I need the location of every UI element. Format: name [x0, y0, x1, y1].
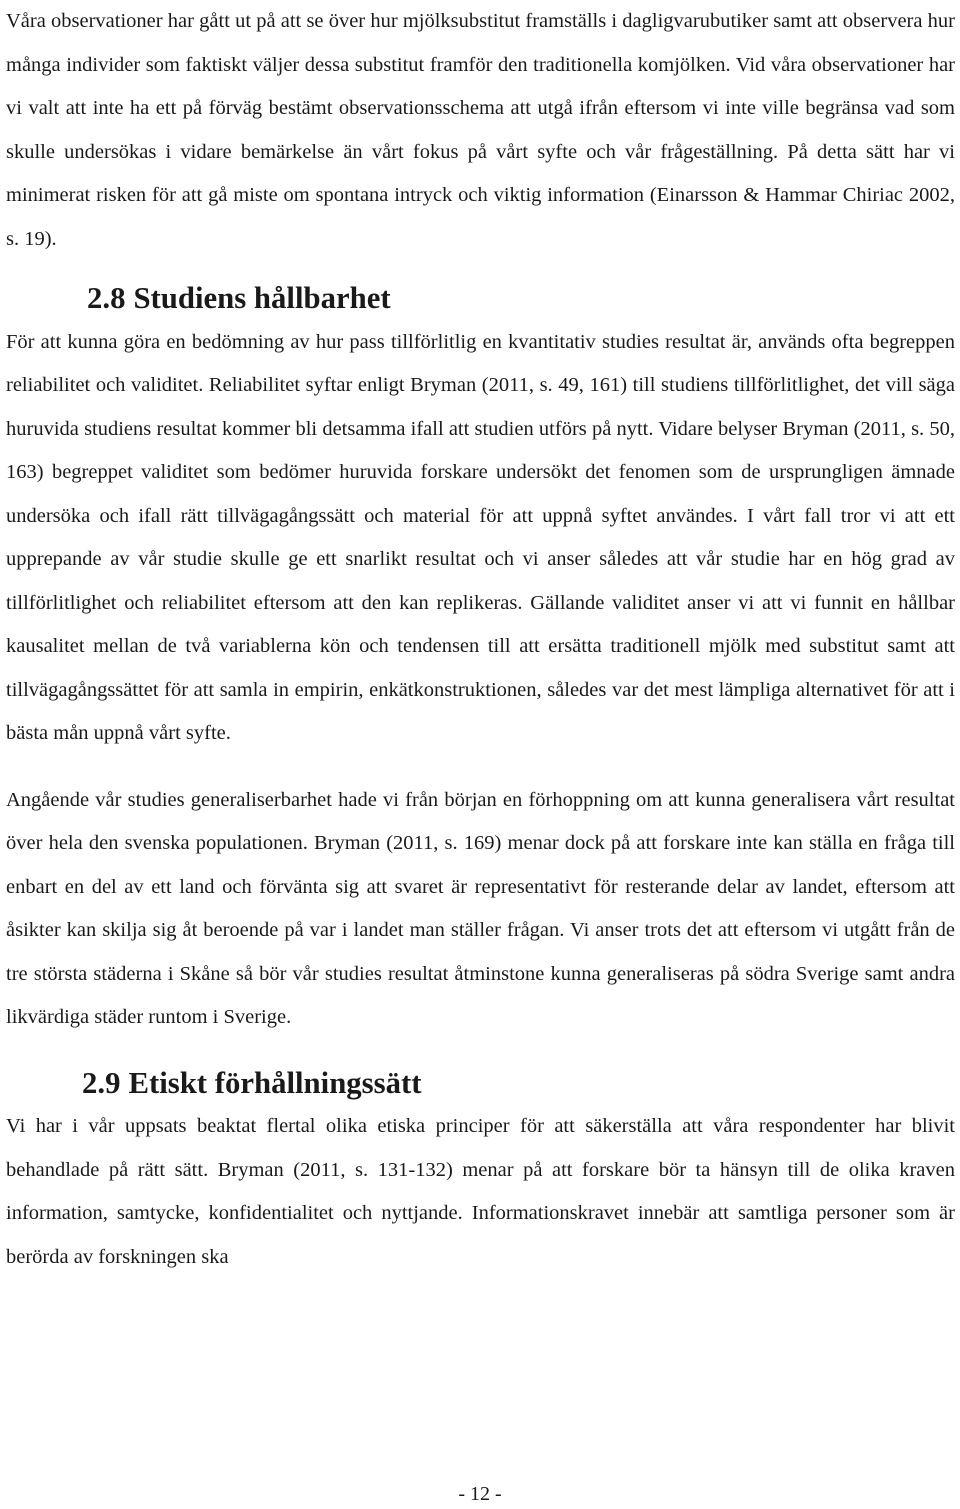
- section-heading-2-8: [6, 277, 955, 321]
- section-number: 2.8: [87, 281, 126, 315]
- page-number: - 12 -: [458, 1483, 502, 1505]
- section-number: 2.9: [82, 1065, 121, 1100]
- document-body: [6, 0, 955, 1279]
- section-2-9-paragraph-1: Vi har i vår uppsats beaktat flertal olika etiska principer för att säkerställa att våra respondenter har blivit behandlade på rätt sätt. Bryman (2011, s. 131-132) menar på att forskare bör ta hänsyn till de olika kraven information, samtycke, konfidentialitet och nyttjande. Informationskravet innebär att samtliga personer som är berörda av forskningen ska: [6, 1115, 955, 1268]
- section-2-8-paragraph-1: För att kunna göra en bedömning av hur pass tillförlitlig en kvantitativ studies resultat är, används ofta begreppen reliabilitet och validitet. Reliabilitet syftar enligt Bryman (2011, s. 49, 161) till studiens tillförlitlighet, det vill säga huruvida studiens resultat kommer bli detsamma ifall att studien utförs på nytt. Vidare belyser Bryman (2011, s. 50, 163) begreppet validitet som bedömer huruvida forskare undersökt det fenomen som de ursprungligen ämnade undersöka och ifall rätt tillvägagångssätt och material för att uppnå syftet användes. I vårt fall tror vi att ett upprepande av vår studie skulle ge ett snarlikt resultat och vi anser således att vår studie har en hög grad av tillförlitlighet och reliabilitet eftersom att den kan replikeras. Gällande validitet anser vi att vi funnit en hållbar kausalitet mellan de två variablerna kön och tendensen till att ersätta traditionell mjölk med substitut samt att tillvägagångssättet för att samla in empirin, enkätkonstruktionen, således var det mest lämpliga alternativet för att i bästa mån uppnå vårt syfte.: [6, 330, 955, 744]
- section-2-8-paragraph-2: Angående vår studies generaliserbarhet hade vi från början en förhoppning om att kunna generalisera vårt resultat över hela den svenska populationen. Bryman (2011, s. 169) menar dock på att forskare inte kan ställa en fråga till enbart en del av ett land och förvänta sig att svaret är representativt för resterande delar av landet, eftersom att åsikter kan skilja sig åt beroende på var i landet man ställer frågan. Vi anser trots det att eftersom vi utgått från de tre största städerna i Skåne så bör vår studies resultat åtminstone kunna generaliseras på södra Sverige samt andra likvärdiga städer runtom i Sverige.: [6, 788, 955, 1028]
- intro-paragraph: Våra observationer har gått ut på att se över hur mjölksubstitut framställs i dagligvarubutiker samt att observera hur många individer som faktiskt väljer dessa substitut framför den traditionella komjölken. Vid våra observationer har vi valt att inte ha ett på förväg bestämt observationsschema att utgå ifrån eftersom vi inte ville begränsa vad som skulle undersökas i vidare bemärkelse än vårt fokus på vårt syfte och vår frågeställning. På detta sätt har vi minimerat risken för att gå miste om spontana intryck och viktig information (Einarsson & Hammar Chiriac 2002, s. 19).: [6, 10, 955, 250]
- section-title: Studiens hållbarhet: [133, 281, 391, 315]
- section-title: Etiskt förhållningssätt: [128, 1065, 422, 1100]
- section-heading-2-9: [6, 1062, 955, 1106]
